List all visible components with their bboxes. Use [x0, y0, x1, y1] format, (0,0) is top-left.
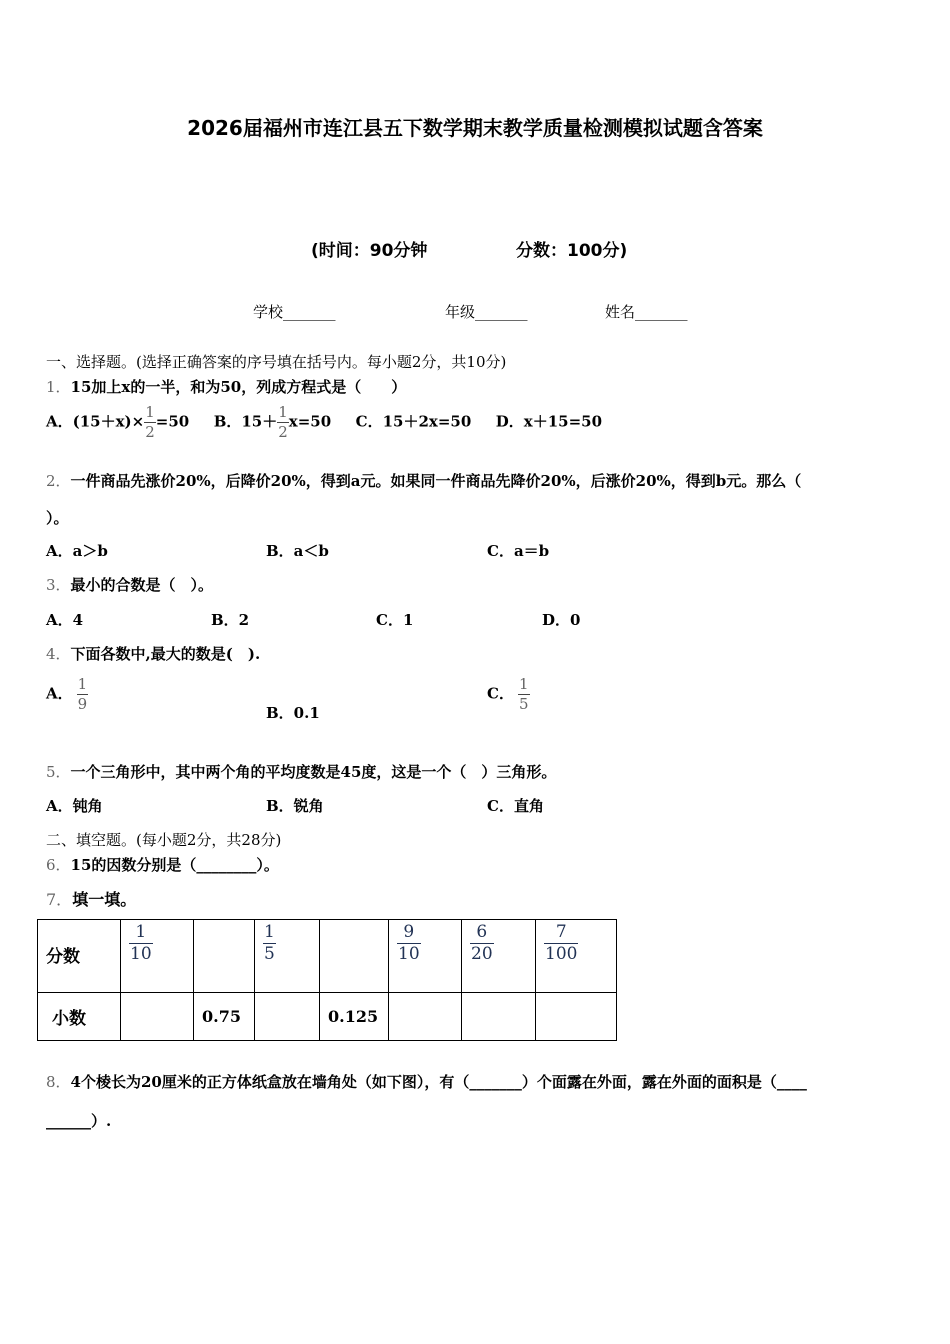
question-number: 1．: [46, 378, 71, 396]
table-cell: 0.75: [194, 993, 255, 1041]
question-7: [46, 887, 136, 910]
page-title: 2026届福州市连江县五下数学期末教学质量检测模拟试题含答案: [187, 116, 763, 140]
question-number: 7．: [46, 890, 73, 909]
question-text: 填一填。: [72, 890, 137, 909]
question-2: [46, 470, 801, 491]
question-number: 8．: [46, 1073, 71, 1091]
exam-time: (时间：90分钟: [311, 241, 428, 261]
option-d: D．x＋15=50: [495, 412, 603, 431]
table-cell: [121, 993, 194, 1041]
question-5: [46, 761, 556, 782]
option-a-prefix: A．(15＋x)×: [46, 412, 145, 431]
table-row: [38, 993, 617, 1041]
option-b: B．锐角: [266, 797, 324, 815]
question-number: 6．: [46, 856, 71, 874]
option-b: B．a＜b: [266, 542, 329, 560]
table-cell: [389, 920, 462, 993]
table-cell: 0.125: [320, 993, 389, 1041]
question-1-options: [46, 405, 602, 440]
question-2-continued: ）。: [46, 509, 69, 527]
question-text: 4个棱长为20厘米的正方体纸盒放在墙角处（如下图），有（_______）个面露在外面，露在外面的面积是（____: [70, 1073, 807, 1091]
section2-heading: 二、填空题。(每小题2分，共28分): [46, 831, 282, 849]
row-label-decimal: 小数: [52, 1009, 86, 1029]
option-b-prefix: B．15＋: [213, 412, 278, 431]
row-label-fraction: 分数: [46, 947, 80, 967]
fraction-7-100: $\frac{7}{100}$: [545, 922, 578, 964]
fraction-6-20: $\frac{6}{20}$: [471, 922, 493, 964]
table-cell: [536, 993, 617, 1041]
section1-heading: 一、选择题。(选择正确答案的序号填在括号内。每小题2分，共10分): [46, 353, 507, 371]
table-cell: [320, 920, 389, 993]
fraction-9-10: $\frac{9}{10}$: [398, 922, 420, 964]
question-number: 2．: [46, 472, 71, 490]
fraction-one-fifth: $\frac{1}{5}$: [518, 675, 529, 713]
question-text: 下面各数中,最大的数是( ).: [70, 645, 261, 663]
exam-score: 分数：100分): [516, 241, 628, 261]
question-1: [46, 376, 406, 397]
option-b-suffix: x=50: [288, 412, 332, 431]
fraction-one-ninth: $\frac{1}{9}$: [77, 675, 88, 713]
question-number: 3．: [46, 576, 71, 594]
table-cell: [389, 993, 462, 1041]
table-cell: [255, 920, 320, 993]
school-field: 学校_______: [253, 303, 336, 321]
option-a-suffix: =50: [155, 412, 190, 431]
table-cell: [536, 920, 617, 993]
table-row: [38, 920, 617, 993]
question-text: 一个三角形中，其中两个角的平均度数是45度，这是一个（ ）三角形。: [70, 763, 557, 781]
table-cell: [462, 993, 536, 1041]
question-text: 15加上x的一半，和为50，列成方程式是（ ）: [70, 378, 407, 396]
grade-field: 年级_______: [445, 303, 528, 321]
table-cell: [38, 993, 121, 1041]
question-8-continued: ______）.: [46, 1112, 112, 1130]
fraction-1-10: $\frac{1}{10}$: [130, 922, 152, 964]
question-text: 最小的合数是（ ）。: [70, 576, 214, 594]
option-b: B．0.1: [266, 704, 320, 722]
option-a: A．钝角: [46, 797, 103, 815]
option-c: C．直角: [487, 797, 544, 815]
table-cell: [194, 920, 255, 993]
question-8: [46, 1071, 807, 1092]
option-c: C．a＝b: [487, 542, 550, 560]
option-c: C． $\frac{1}{5}$: [487, 675, 529, 713]
question-6: [46, 854, 279, 875]
fraction-decimal-table: [37, 919, 617, 1041]
question-4: [46, 643, 260, 664]
question-3: [46, 574, 213, 595]
option-c: C．15＋2x=50: [355, 412, 472, 431]
question-number: 5．: [46, 763, 71, 781]
question-number: 4．: [46, 645, 71, 663]
table-cell: [38, 920, 121, 993]
option-d: D．0: [542, 611, 581, 629]
table-cell: [462, 920, 536, 993]
fraction-1-5: $\frac{1}{5}$: [264, 922, 275, 964]
option-a: A．4: [46, 611, 84, 629]
table-cell: [255, 993, 320, 1041]
option-a: A．a＞b: [46, 542, 108, 560]
option-a: A． $\frac{1}{9}$: [46, 675, 88, 713]
option-c: C．1: [376, 611, 414, 629]
fraction-one-half: $\frac{1}{2}$: [278, 403, 288, 441]
question-text: 15的因数分别是（________）。: [70, 856, 279, 874]
question-text: 一件商品先涨价20%，后降价20%，得到a元。如果同一件商品先降价20%，后涨价20%，得到b元。那么（: [70, 472, 802, 490]
option-b: B．2: [211, 611, 250, 629]
name-field: 姓名_______: [605, 303, 688, 321]
table-cell: [121, 920, 194, 993]
fraction-one-half: $\frac{1}{2}$: [145, 403, 155, 441]
